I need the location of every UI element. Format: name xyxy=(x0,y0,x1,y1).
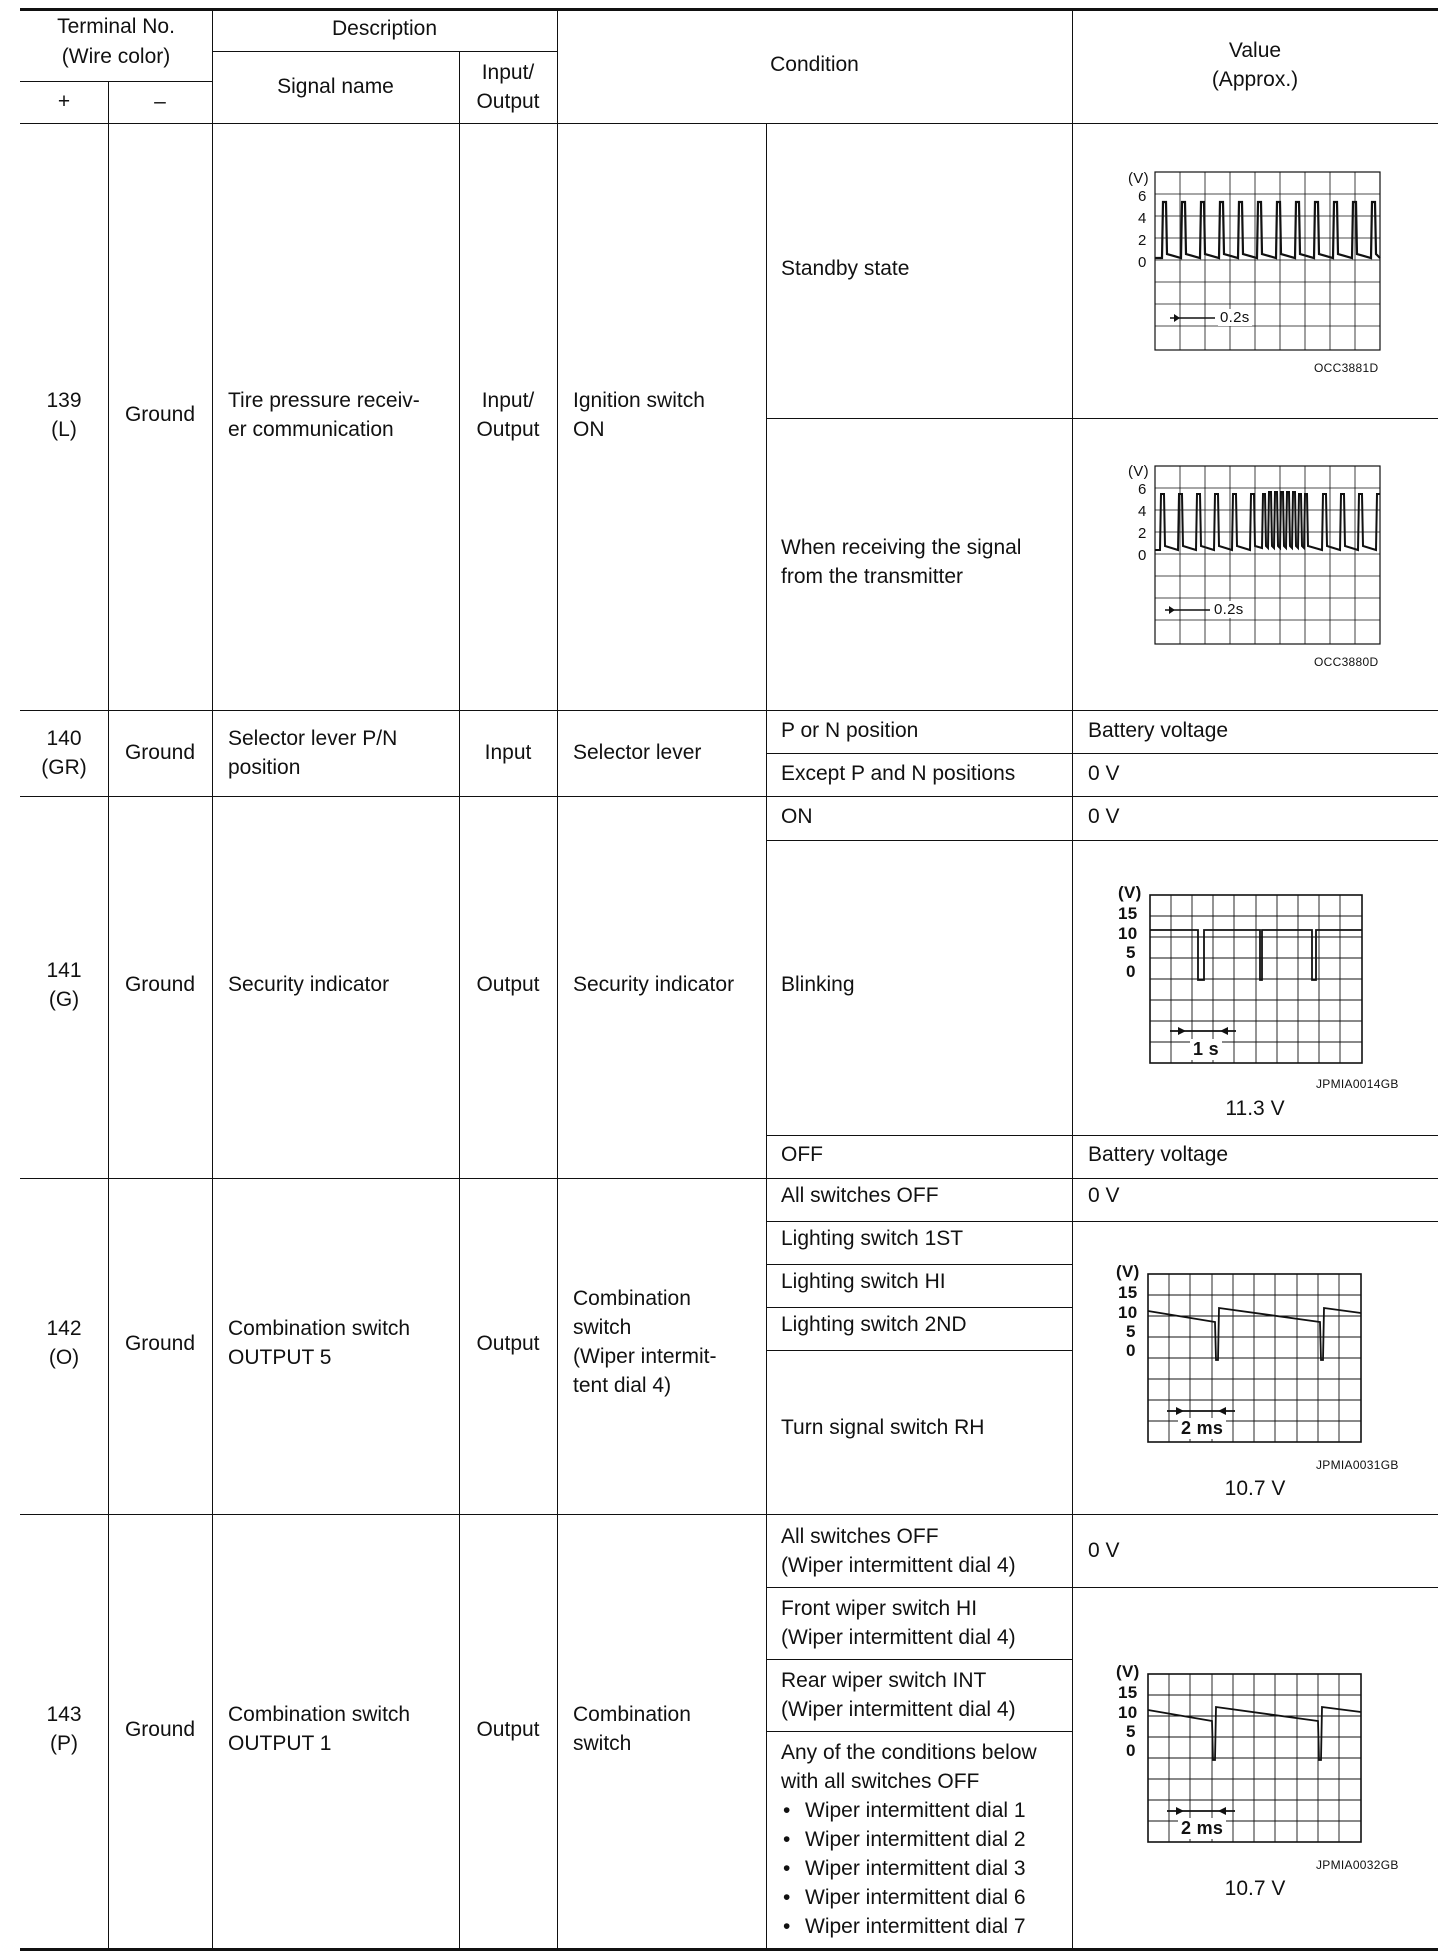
sub-condition: Front wiper switch HI xyxy=(781,1597,978,1620)
wire-color: (GR) xyxy=(41,756,87,779)
rule-row xyxy=(20,796,1438,797)
y-tick: 0 xyxy=(1126,1341,1136,1360)
condition: switch xyxy=(573,1316,632,1339)
sub-condition: Lighting switch 1ST xyxy=(781,1227,964,1250)
y-tick: 4 xyxy=(1138,210,1147,227)
sub-condition: from the transmitter xyxy=(781,565,964,588)
condition: Combination xyxy=(573,1287,691,1310)
time-division: 2 ms xyxy=(1178,1818,1226,1839)
condition: switch xyxy=(573,1732,632,1755)
sub-condition: Blinking xyxy=(781,973,855,996)
header-io-2: Output xyxy=(476,90,540,113)
sub-condition: (Wiper intermittent dial 4) xyxy=(781,1554,1016,1577)
sub-condition: with all switches OFF xyxy=(781,1770,980,1793)
signal-name: position xyxy=(228,756,301,779)
y-tick: 10 xyxy=(1118,924,1138,943)
rule-sub xyxy=(766,840,1438,841)
sub-condition: All switches OFF xyxy=(781,1525,939,1548)
sub-condition: (Wiper intermittent dial 4) xyxy=(781,1698,1016,1721)
condition: (Wiper intermit- xyxy=(573,1345,717,1368)
sub-condition: (Wiper intermittent dial 4) xyxy=(781,1626,1016,1649)
time-division: 0.2s xyxy=(1214,601,1244,618)
sub-condition: Turn signal switch RH xyxy=(781,1416,985,1439)
rule-col xyxy=(766,123,767,1949)
terminal-number: 139 xyxy=(46,389,82,412)
condition: Security indicator xyxy=(573,973,735,996)
y-unit: (V) xyxy=(1128,170,1149,187)
rule-sub xyxy=(766,418,1438,419)
header-description: Description xyxy=(331,17,438,40)
waveform-value: 10.7 V xyxy=(1224,1877,1286,1900)
figure-id: OCC3880D xyxy=(1314,655,1379,669)
io-type: Output xyxy=(476,973,540,996)
value: 0 V xyxy=(1088,762,1120,785)
ground-terminal: Ground xyxy=(124,973,196,996)
condition: ON xyxy=(573,418,605,441)
terminal-number: 140 xyxy=(46,727,82,750)
rule-col xyxy=(212,10,213,1949)
header-minus: – xyxy=(154,90,166,113)
sub-condition: Lighting switch 2ND xyxy=(781,1313,967,1336)
header-io-1: Input/ xyxy=(481,61,535,84)
y-tick: 0 xyxy=(1126,962,1136,981)
rule-col xyxy=(557,10,558,1949)
ground-terminal: Ground xyxy=(124,403,196,426)
signal-name: OUTPUT 5 xyxy=(228,1346,332,1369)
y-tick: 5 xyxy=(1126,943,1136,962)
y-tick: 2 xyxy=(1138,232,1147,249)
bullet-list xyxy=(781,1796,1026,1941)
value: Battery voltage xyxy=(1088,1143,1229,1166)
y-tick: 2 xyxy=(1138,525,1147,542)
io-type: Input/ xyxy=(481,389,535,412)
figure-id: JPMIA0031GB xyxy=(1316,1458,1399,1472)
wire-color: (G) xyxy=(48,988,80,1011)
figure-id: OCC3881D xyxy=(1314,361,1379,375)
io-type: Output xyxy=(476,1718,540,1741)
rule-bottom xyxy=(20,1948,1438,1951)
waveform-value: 10.7 V xyxy=(1224,1477,1286,1500)
y-tick: 0 xyxy=(1138,547,1147,564)
rule-sub xyxy=(766,1587,1438,1588)
y-tick: 15 xyxy=(1118,1283,1138,1302)
rule-h1 xyxy=(212,51,557,52)
signal-name: Tire pressure receiv- xyxy=(228,389,420,412)
rule-sub xyxy=(766,753,1438,754)
rule-col xyxy=(459,51,460,1949)
y-tick: 6 xyxy=(1138,481,1147,498)
condition: Combination xyxy=(573,1703,691,1726)
rule-sub xyxy=(766,1135,1438,1136)
signal-name: er communication xyxy=(228,418,394,441)
y-unit: (V) xyxy=(1118,883,1142,902)
value: 0 V xyxy=(1088,1539,1120,1562)
header-value-1: Value xyxy=(1228,39,1282,62)
sub-condition: Except P and N positions xyxy=(781,762,1016,785)
terminal-number: 143 xyxy=(46,1703,82,1726)
rule-col xyxy=(108,81,109,1949)
rule-sub xyxy=(766,1307,1072,1308)
y-tick: 10 xyxy=(1118,1303,1138,1322)
io-type: Output xyxy=(476,1332,540,1355)
rule-sub xyxy=(766,1221,1438,1222)
signal-name: Security indicator xyxy=(228,973,390,996)
list-item: • Wiper intermittent dial 6 xyxy=(781,1883,1026,1912)
rule-sub xyxy=(766,1731,1072,1732)
rule-row xyxy=(20,710,1438,711)
header-signal-name: Signal name xyxy=(277,75,394,98)
ground-terminal: Ground xyxy=(124,741,196,764)
rule-sub xyxy=(766,1264,1072,1265)
rule-top xyxy=(20,8,1438,11)
rule-row xyxy=(20,1514,1438,1515)
y-tick: 10 xyxy=(1118,1703,1138,1722)
y-unit: (V) xyxy=(1116,1262,1140,1281)
time-division: 0.2s xyxy=(1220,309,1250,326)
io-type: Input xyxy=(484,741,532,764)
y-tick: 5 xyxy=(1126,1722,1136,1741)
ground-terminal: Ground xyxy=(124,1718,196,1741)
wire-color: (P) xyxy=(50,1732,78,1755)
y-tick: 0 xyxy=(1126,1741,1136,1760)
figure-id: JPMIA0032GB xyxy=(1316,1858,1399,1872)
sub-condition: Any of the conditions below xyxy=(781,1741,1037,1764)
rule-header-bottom xyxy=(20,123,1438,124)
terminal-number: 141 xyxy=(46,959,82,982)
wire-color: (L) xyxy=(51,418,77,441)
list-item: • Wiper intermittent dial 1 xyxy=(781,1796,1026,1825)
ground-terminal: Ground xyxy=(124,1332,196,1355)
value: Battery voltage xyxy=(1088,719,1229,742)
y-unit: (V) xyxy=(1128,463,1149,480)
sub-condition: Rear wiper switch INT xyxy=(781,1669,987,1692)
rule-row xyxy=(20,1178,1438,1179)
y-unit: (V) xyxy=(1116,1662,1140,1681)
y-tick: 15 xyxy=(1118,904,1138,923)
sub-condition: ON xyxy=(781,805,813,828)
io-type: Output xyxy=(476,418,540,441)
wire-color: (O) xyxy=(48,1346,80,1369)
sub-condition: All switches OFF xyxy=(781,1184,939,1207)
y-tick: 6 xyxy=(1138,188,1147,205)
header-plus: + xyxy=(57,90,71,113)
signal-name: OUTPUT 1 xyxy=(228,1732,332,1755)
value: 0 V xyxy=(1088,1184,1120,1207)
condition: Selector lever xyxy=(573,741,702,764)
header-terminal: Terminal No. xyxy=(57,15,175,38)
signal-name: Selector lever P/N xyxy=(228,727,398,750)
waveform-value: 11.3 V xyxy=(1225,1097,1285,1120)
y-tick: 4 xyxy=(1138,503,1147,520)
rule-sub xyxy=(766,1350,1072,1351)
list-item: • Wiper intermittent dial 2 xyxy=(781,1825,1026,1854)
condition: tent dial 4) xyxy=(573,1374,672,1397)
rule-h2 xyxy=(20,81,212,82)
signal-name: Combination switch xyxy=(228,1703,411,1726)
list-item: • Wiper intermittent dial 7 xyxy=(781,1912,1026,1941)
sub-condition: P or N position xyxy=(781,719,919,742)
y-tick: 0 xyxy=(1138,254,1147,271)
rule-sub xyxy=(766,1659,1072,1660)
sub-condition: OFF xyxy=(781,1143,823,1166)
terminal-number: 142 xyxy=(46,1317,82,1340)
time-division: 2 ms xyxy=(1178,1418,1226,1439)
rule-col xyxy=(1072,10,1073,1949)
sub-condition: Lighting switch HI xyxy=(781,1270,946,1293)
list-item: • Wiper intermittent dial 3 xyxy=(781,1854,1026,1883)
y-tick: 5 xyxy=(1126,1322,1136,1341)
header-condition: Condition xyxy=(770,53,859,76)
sub-condition: When receiving the signal xyxy=(781,536,1022,559)
condition: Ignition switch xyxy=(573,389,705,412)
header-wire-color: (Wire color) xyxy=(61,45,171,68)
header-value-2: (Approx.) xyxy=(1211,68,1299,91)
sub-condition: Standby state xyxy=(781,257,910,280)
y-tick: 15 xyxy=(1118,1683,1138,1702)
figure-id: JPMIA0014GB xyxy=(1316,1077,1399,1091)
time-division: 1 s xyxy=(1190,1039,1222,1060)
value: 0 V xyxy=(1088,805,1120,828)
signal-name: Combination switch xyxy=(228,1317,411,1340)
